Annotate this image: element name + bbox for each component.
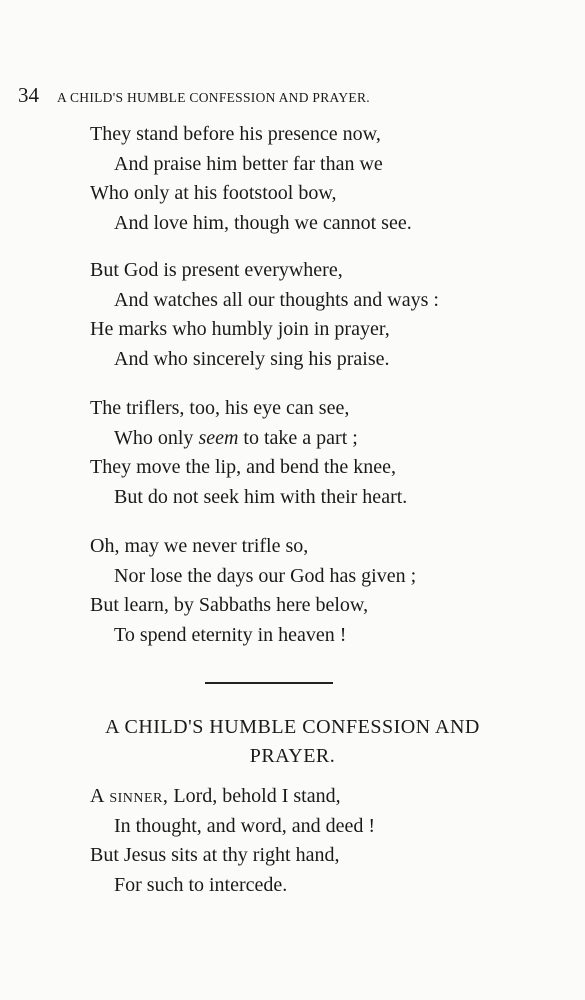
poem-text: to take a part ;: [243, 426, 358, 449]
poem-line: He marks who humbly join in prayer,: [90, 318, 390, 340]
poem-line: But Jesus sits at thy right hand,: [90, 844, 340, 866]
poem-line: But do not seek him with their heart.: [114, 485, 408, 508]
poem-line: Oh, may we never trifle so,: [90, 535, 309, 557]
section-title: [20, 713, 565, 771]
section-title-line-1: A CHILD'S HUMBLE CONFESSION AND: [105, 716, 480, 738]
poem-line: [90, 782, 560, 812]
emphasized-word: seem: [198, 426, 239, 449]
poem-line: But learn, by Sabbaths here below,: [90, 594, 369, 616]
stanza-3: [90, 394, 560, 512]
stanza-4: [90, 532, 560, 650]
poem-line: In thought, and word, and deed !: [114, 814, 376, 837]
poem-line: But God is present everywhere,: [90, 259, 343, 281]
poem-line: And who sincerely sing his praise.: [114, 347, 390, 370]
page-number: 34: [18, 83, 39, 107]
stanza-5: [90, 782, 560, 900]
poem-text: Who only: [114, 426, 194, 449]
poem-line: They stand before his presence now,: [90, 123, 381, 145]
stanza-2: [90, 256, 560, 374]
poem-line: The triflers, too, his eye can see,: [90, 397, 350, 419]
opening-words: A sinner,: [90, 785, 169, 807]
poem-line: Nor lose the days our God has given ;: [114, 564, 417, 587]
poem-line: Who only at his footstool bow,: [90, 182, 337, 204]
poem-line: For such to intercede.: [114, 873, 288, 896]
poem-line: And watches all our thoughts and ways :: [114, 288, 439, 311]
section-title-line-2: PRAYER.: [249, 745, 336, 767]
poem-line: To spend eternity in heaven !: [114, 623, 347, 646]
running-head: A CHILD'S HUMBLE CONFESSION AND PRAYER.: [57, 90, 370, 105]
page-header: [18, 83, 478, 108]
poem-line: And praise him better far than we: [114, 152, 383, 175]
poem-text: Lord, behold I stand,: [168, 785, 341, 807]
stanza-1: [90, 120, 560, 238]
poem-line: They move the lip, and bend the knee,: [90, 456, 397, 478]
poem-line: And love him, though we cannot see.: [114, 211, 412, 234]
poem-line: [90, 424, 560, 454]
section-divider: [205, 682, 333, 684]
